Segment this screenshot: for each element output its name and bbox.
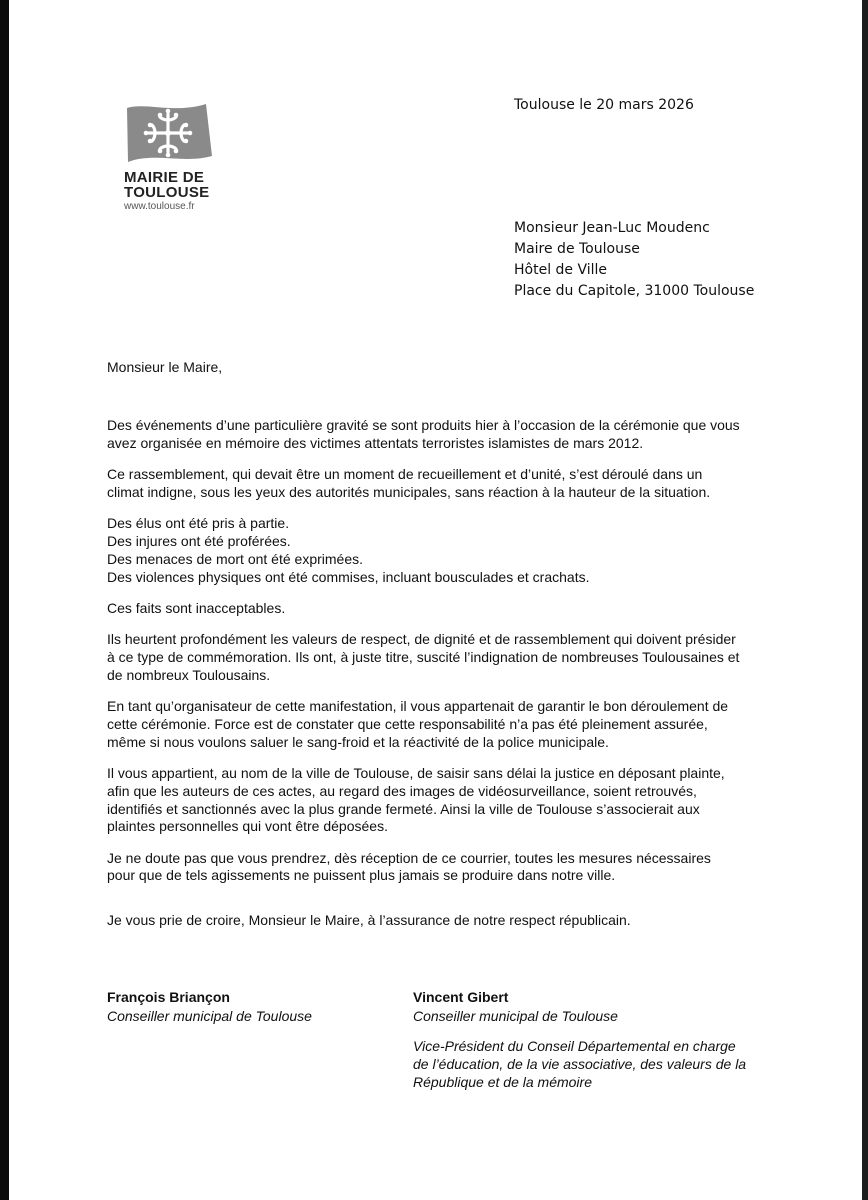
recipient-line: Hôtel de Ville (514, 262, 608, 278)
salutation: Monsieur le Maire, (107, 359, 223, 375)
text-line: de l’éducation, de la vie associative, des valeurs de la (413, 1056, 747, 1072)
text-line: Des événements d’une particulière gravité se sont produits hier à l’occasion de la cérémonie que vous (107, 417, 740, 433)
text-line: En tant qu’organisateur de cette manifestation, il vous appartenait de garantir le bon déroulement de (107, 698, 729, 715)
text-line: plaintes personnelles qui vont être déposées. (107, 818, 388, 835)
recipient-line: Place du Capitole, 31000 Toulouse (514, 283, 755, 299)
paragraph (107, 417, 767, 453)
letter-date: Toulouse le 20 mars 2026 (514, 97, 694, 113)
paragraph (107, 850, 767, 886)
paragraph (107, 698, 767, 751)
text-line: Ces faits sont inacceptables. (107, 599, 286, 616)
paragraph (107, 466, 767, 502)
paragraph (107, 631, 767, 684)
text-line: Ils heurtent profondément les valeurs de respect, de dignité et de rassemblement qui doivent présider (107, 631, 736, 648)
signatory-name: François Briançon (107, 989, 230, 1005)
paragraph (107, 600, 767, 618)
signature-briancon (107, 988, 312, 1026)
occitan-cross-icon (124, 100, 212, 166)
paragraph (107, 515, 767, 586)
text-line: pour que de tels agissements ne puissent plus jamais se produire dans notre ville. (107, 867, 616, 884)
signatory-role: Conseiller municipal de Toulouse (413, 1008, 618, 1024)
scan-edge-right (862, 0, 868, 1200)
logo-url: www.toulouse.fr (124, 201, 195, 212)
paragraph (107, 765, 767, 836)
text-line: Des injures ont été proférées. (107, 532, 291, 549)
text-line: cette cérémonie. Force est de constater que cette responsabilité n’a pas été pleinement assurée, (107, 715, 708, 732)
text-line: même si nous voulons saluer le sang-froid et la réactivité de la police municipale. (107, 733, 609, 750)
signatory-name: Vincent Gibert (413, 989, 509, 1005)
text-line: à ce type de commémoration. Ils ont, à juste titre, suscité l’indignation de nombreuses Toulousaines et (107, 648, 740, 665)
text-line: Il vous appartient, au nom de la ville de Toulouse, de saisir sans délai la justice en déposant plainte, (107, 764, 725, 781)
recipient-line: Monsieur Jean-Luc Moudenc (514, 220, 710, 236)
text-line: afin que les auteurs de ces actes, au regard des images de vidéosurveillance, soient retrouvés, (107, 782, 697, 799)
signature-gibert (413, 988, 618, 1026)
text-line: République et de la mémoire (413, 1074, 592, 1090)
text-line: Ce rassemblement, qui devait être un moment de recueillement et d’unité, s’est déroulé dans un (107, 466, 703, 483)
recipient-line: Maire de Toulouse (514, 241, 640, 257)
closing-formula: Je vous prie de croire, Monsieur le Maire, à l’assurance de notre respect républicain. (107, 912, 631, 928)
signatory-extra-role (413, 1037, 746, 1091)
text-line: de nombreux Toulousains. (107, 666, 271, 683)
recipient-address (514, 218, 754, 302)
text-line: Des élus ont été pris à partie. (107, 515, 290, 532)
text-line: avez organisée en mémoire des victimes attentats terroristes islamistes de mars 2012. (107, 434, 644, 451)
text-line: climat indigne, sous les yeux des autorités municipales, sans réaction à la hauteur de la situation. (107, 483, 711, 500)
text-line: Des menaces de mort ont été exprimées. (107, 550, 364, 567)
text-line: Je ne doute pas que vous prendrez, dès réception de ce courrier, toutes les mesures nécessaires (107, 849, 711, 866)
text-line: identifiés et sanctionnés avec la plus grande fermeté. Ainsi la ville de Toulouse s’associerait aux (107, 800, 700, 817)
text-line: Des violences physiques ont été commises, incluant bousculades et crachats. (107, 568, 590, 585)
scan-edge-left (0, 0, 9, 1200)
letter-body (107, 417, 767, 899)
mairie-logo (124, 100, 220, 212)
signatory-role: Conseiller municipal de Toulouse (107, 1008, 312, 1024)
logo-title (124, 170, 220, 200)
text-line: Vice-Président du Conseil Départemental en charge (413, 1038, 736, 1054)
logo-title-line1: MAIRIE DE (124, 169, 205, 186)
logo-title-line2: TOULOUSE (124, 184, 210, 201)
